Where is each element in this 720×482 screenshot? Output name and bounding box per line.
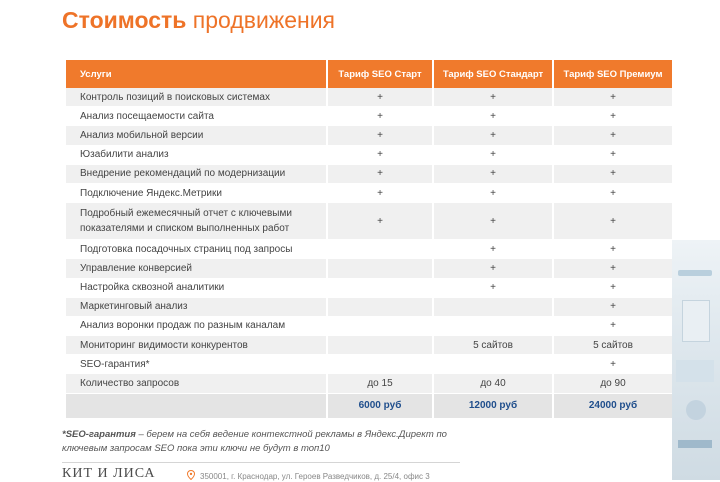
plan-premium-value: + (552, 240, 672, 259)
plan-start-value (326, 240, 432, 259)
page-title-rest: продвижения (186, 7, 336, 33)
table-row (66, 298, 672, 317)
plan-standard-value: + (432, 203, 552, 240)
table-row (66, 240, 672, 259)
price-standard: 12000 руб (432, 394, 552, 419)
table-row (66, 165, 672, 184)
plan-start-value (326, 336, 432, 355)
table-row (66, 184, 672, 203)
service-name: Мониторинг видимости конкурентов (66, 336, 326, 355)
plan-start-value (326, 259, 432, 278)
service-name: Анализ посещаемости сайта (66, 107, 326, 126)
plan-premium-value: + (552, 298, 672, 317)
total-label (66, 394, 326, 419)
plan-premium-value: + (552, 279, 672, 298)
page-title (62, 5, 335, 35)
plan-start-value (326, 317, 432, 336)
plan-start-value: + (326, 146, 432, 165)
plan-premium-value: + (552, 259, 672, 278)
plan-start-value: + (326, 165, 432, 184)
service-name: Настройка сквозной аналитики (66, 279, 326, 298)
table-row (66, 107, 672, 126)
pricing-table (66, 60, 672, 419)
service-name: Управление конверсией (66, 259, 326, 278)
header-plan-premium: Тариф SEO Премиум (552, 60, 672, 88)
plan-start-value (326, 355, 432, 374)
table-row (66, 88, 672, 107)
plan-premium-value: + (552, 88, 672, 107)
header-services: Услуги (66, 60, 326, 88)
plan-premium-value: + (552, 184, 672, 203)
table-row (66, 336, 672, 355)
plan-standard-value (432, 355, 552, 374)
plan-premium-value: + (552, 126, 672, 145)
footer-divider (62, 462, 460, 463)
total-price-row (66, 394, 672, 419)
plan-premium-value: до 90 (552, 374, 672, 393)
plan-premium-value: + (552, 317, 672, 336)
plan-start-value: + (326, 184, 432, 203)
service-name: Анализ мобильной версии (66, 126, 326, 145)
plan-standard-value: + (432, 184, 552, 203)
price-start: 6000 руб (326, 394, 432, 419)
service-name: SEO-гарантия* (66, 355, 326, 374)
plan-standard-value: 5 сайтов (432, 336, 552, 355)
company-address: 350001, г. Краснодар, ул. Героев Разведчиков, д. 25/4, офис 3 (200, 472, 430, 481)
page-title-bold: Стоимость (62, 7, 187, 33)
table-row (66, 279, 672, 298)
plan-premium-value: + (552, 203, 672, 240)
location-pin-icon (186, 470, 196, 480)
plan-standard-value: + (432, 107, 552, 126)
header-plan-standard: Тариф SEO Стандарт (432, 60, 552, 88)
note-label: *SEO-гарантия (62, 429, 136, 440)
plan-premium-value: + (552, 165, 672, 184)
decorative-mockup-image (672, 240, 720, 480)
table-row (66, 259, 672, 278)
service-name: Контроль позиций в поисковых системах (66, 88, 326, 107)
plan-premium-value: + (552, 355, 672, 374)
table-row (66, 355, 672, 374)
plan-start-value: + (326, 107, 432, 126)
plan-standard-value: + (432, 146, 552, 165)
service-name: Подготовка посадочных страниц под запросы (66, 240, 326, 259)
plan-standard-value: до 40 (432, 374, 552, 393)
service-name: Подробный ежемесячный отчет с ключевыми показателями и списком выполненных работ (66, 203, 326, 240)
plan-standard-value: + (432, 279, 552, 298)
note-text: – берем на себя ведение контекстной рекламы в Яндекс.Директ по ключевым запросам SEO пока эти ключи не будут в топ10 (62, 429, 447, 454)
plan-start-value: + (326, 203, 432, 240)
service-name: Юзабилити анализ (66, 146, 326, 165)
plan-standard-value (432, 298, 552, 317)
plan-start-value: + (326, 88, 432, 107)
plan-premium-value: + (552, 107, 672, 126)
table-row (66, 146, 672, 165)
pricing-table-header (66, 60, 672, 88)
plan-standard-value: + (432, 165, 552, 184)
plan-standard-value (432, 317, 552, 336)
service-name: Внедрение рекомендаций по модернизации (66, 165, 326, 184)
table-row (66, 203, 672, 240)
service-name: Подключение Яндекс.Метрики (66, 184, 326, 203)
plan-start-value: до 15 (326, 374, 432, 393)
plan-start-value (326, 279, 432, 298)
plan-premium-value: 5 сайтов (552, 336, 672, 355)
service-name: Количество запросов (66, 374, 326, 393)
plan-standard-value: + (432, 240, 552, 259)
company-logo: КИТ И ЛИСА (62, 466, 156, 481)
plan-standard-value: + (432, 259, 552, 278)
plan-standard-value: + (432, 88, 552, 107)
table-row (66, 126, 672, 145)
price-premium: 24000 руб (552, 394, 672, 419)
plan-start-value: + (326, 126, 432, 145)
header-plan-start: Тариф SEO Старт (326, 60, 432, 88)
table-row (66, 374, 672, 393)
seo-guarantee-note (62, 428, 482, 456)
service-name: Анализ воронки продаж по разным каналам (66, 317, 326, 336)
plan-start-value (326, 298, 432, 317)
plan-standard-value: + (432, 126, 552, 145)
plan-premium-value: + (552, 146, 672, 165)
table-row (66, 317, 672, 336)
service-name: Маркетинговый анализ (66, 298, 326, 317)
